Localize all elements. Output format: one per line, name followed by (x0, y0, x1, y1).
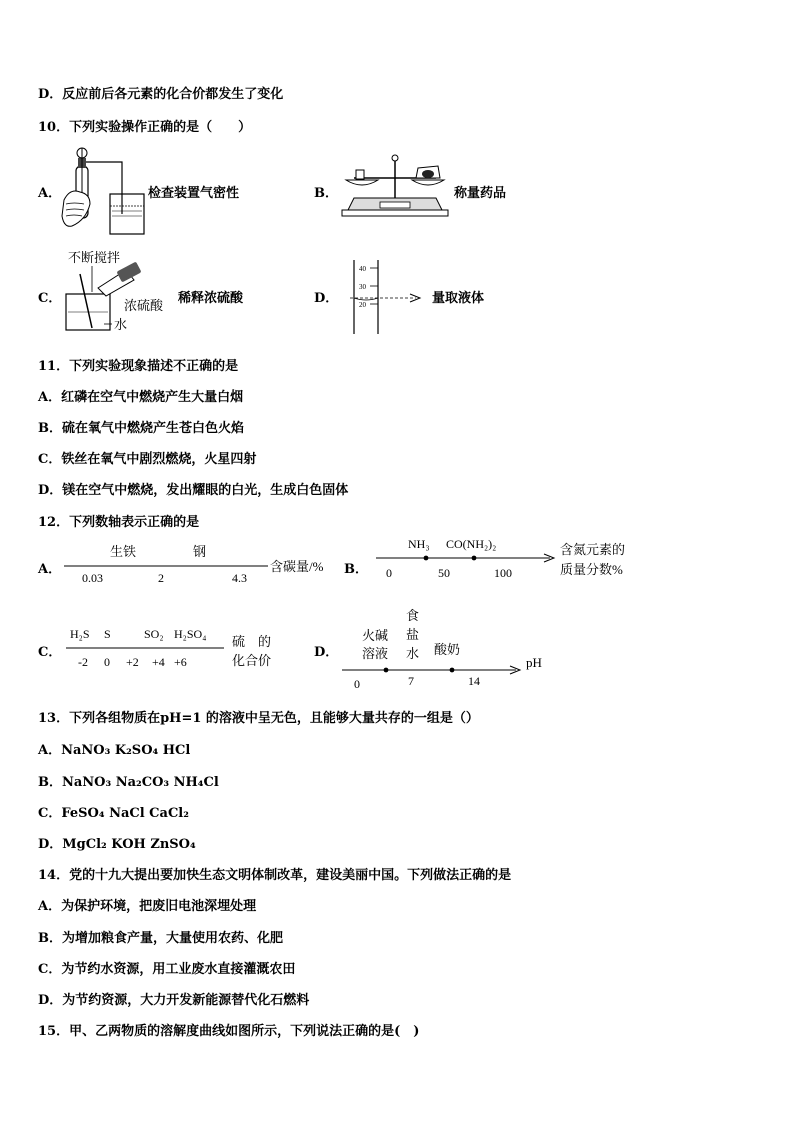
q11-stem: 11．下列实验现象描述不正确的是 (38, 359, 239, 374)
q10-option-d-caption: 量取液体 (432, 291, 485, 306)
axis-c-top-1: S (104, 627, 111, 641)
q10-stem: 10．下列实验操作正确的是（ ） (38, 120, 252, 135)
q14-option-d: D．为节约资源，大力开发新能源替代化石燃料 (38, 993, 310, 1008)
axis-a-top-1: 钢 (193, 544, 207, 559)
axis-a-top-0: 生铁 (110, 544, 137, 559)
tick-30: 30 (359, 283, 366, 291)
axis-d-top2-2: 水 (406, 646, 420, 661)
q13-option-b: B．NaNO₃ Na₂CO₃ NH₄Cl (38, 775, 219, 790)
axis-d-top2-1: 盐 (406, 627, 420, 642)
axis-b-label-1: 含氮元素的 (560, 542, 626, 557)
q9-option-d: D．反应前后各元素的化合价都发生了变化 (38, 87, 284, 102)
axis-d-top1-0: 火碱 (362, 628, 389, 643)
q12-axis-d (336, 604, 556, 692)
q10-option-b-caption: 称量药品 (454, 186, 507, 201)
stir-text: 不断搅拌 (68, 250, 121, 265)
axis-a-bottom-0: 0.03 (82, 571, 103, 585)
axis-b-label-2: 质量分数% (560, 562, 623, 577)
q14-option-c: C．为节约水资源，用工业废水直接灌溉农田 (38, 962, 296, 977)
q11-option-d: D．镁在空气中燃烧，发出耀眼的白光，生成白色固体 (38, 483, 349, 498)
axis-c-top-0: H₂S (70, 627, 90, 641)
cylinder-figure (350, 258, 430, 336)
q10-option-c-label: C． (38, 291, 62, 306)
q10-option-d-label: D． (314, 291, 339, 306)
axis-a-label: 含碳量/% (270, 559, 324, 574)
q10-option-a-caption: 检查装置气密性 (148, 186, 240, 201)
axis-b-top-1: CO(NH₂)₂ (446, 537, 497, 551)
axis-c-top-3: H₂SO₄ (174, 627, 207, 641)
axis-b-bottom-1: 50 (438, 566, 450, 580)
water-text: 水 (114, 317, 128, 332)
q13-option-c: C．FeSO₄ NaCl CaCl₂ (38, 806, 189, 821)
axis-a-bottom-1: 2 (158, 571, 164, 585)
q12-axis-b (370, 532, 640, 584)
q12-stem: 12．下列数轴表示正确的是 (38, 515, 200, 530)
q14-option-b: B．为增加粮食产量，大量使用农药、化肥 (38, 931, 283, 946)
axis-d-top2-0: 食 (406, 608, 420, 623)
axis-a-bottom-2: 4.3 (232, 571, 247, 585)
q11-option-b: B．硫在氧气中燃烧产生苍白色火焰 (38, 421, 244, 436)
axis-c-bottom-0: -2 (78, 655, 88, 669)
acid-text: 浓硫酸 (124, 298, 164, 313)
axis-c-bottom-2: +2 (126, 655, 139, 669)
q12-axis-c (64, 622, 294, 670)
q13-option-d: D．MgCl₂ KOH ZnSO₄ (38, 837, 196, 852)
axis-d-bottom-1: 7 (408, 674, 414, 688)
q10-option-c-caption: 稀释浓硫酸 (178, 291, 244, 306)
q11-option-a: A．红磷在空气中燃烧产生大量白烟 (38, 390, 244, 405)
airtight-check-figure (60, 144, 150, 240)
q12-option-b-label: B． (344, 562, 368, 577)
q10-option-b-label: B． (314, 186, 338, 201)
q11-option-c: C．铁丝在氧气中剧烈燃烧，火星四射 (38, 452, 257, 467)
axis-c-bottom-1: 0 (104, 655, 110, 669)
axis-d-label: pH (526, 655, 542, 670)
balance-figure (340, 150, 450, 226)
q10-option-a-label: A． (38, 186, 62, 201)
axis-b-bottom-0: 0 (386, 566, 392, 580)
q12-option-d-label: D． (314, 645, 339, 660)
axis-c-bottom-4: +6 (174, 655, 187, 669)
q13-stem: 13．下列各组物质在pH=1 的溶液中呈无色，且能够大量共存的一组是（） (38, 711, 479, 726)
axis-d-bottom-0: 0 (354, 677, 360, 691)
q13-option-a: A．NaNO₃ K₂SO₄ HCl (38, 743, 191, 758)
axis-c-bottom-3: +4 (152, 655, 165, 669)
axis-b-top-0: NH₃ (408, 537, 430, 551)
q12-option-c-label: C． (38, 645, 62, 660)
axis-d-top1-1: 溶液 (362, 646, 389, 661)
axis-c-label-1: 硫 的 (232, 634, 272, 649)
axis-c-top-2: SO₂ (144, 627, 164, 641)
axis-c-label-2: 化合价 (232, 653, 272, 668)
q14-stem: 14．党的十九大提出要加快生态文明体制改革，建设美丽中国。下列做法正确的是 (38, 868, 512, 883)
tick-20: 20 (359, 301, 366, 309)
axis-d-top3: 酸奶 (434, 642, 461, 657)
q14-option-a: A．为保护环境，把废旧电池深埋处理 (38, 899, 257, 914)
tick-40: 40 (359, 265, 366, 273)
q12-option-a-label: A． (38, 562, 62, 577)
q15-stem: 15．甲、乙两物质的溶解度曲线如图所示，下列说法正确的是( ) (38, 1024, 420, 1039)
dilution-figure (60, 248, 180, 338)
axis-d-bottom-2: 14 (468, 674, 480, 688)
q12-axis-a (60, 538, 340, 586)
axis-b-bottom-2: 100 (494, 566, 512, 580)
